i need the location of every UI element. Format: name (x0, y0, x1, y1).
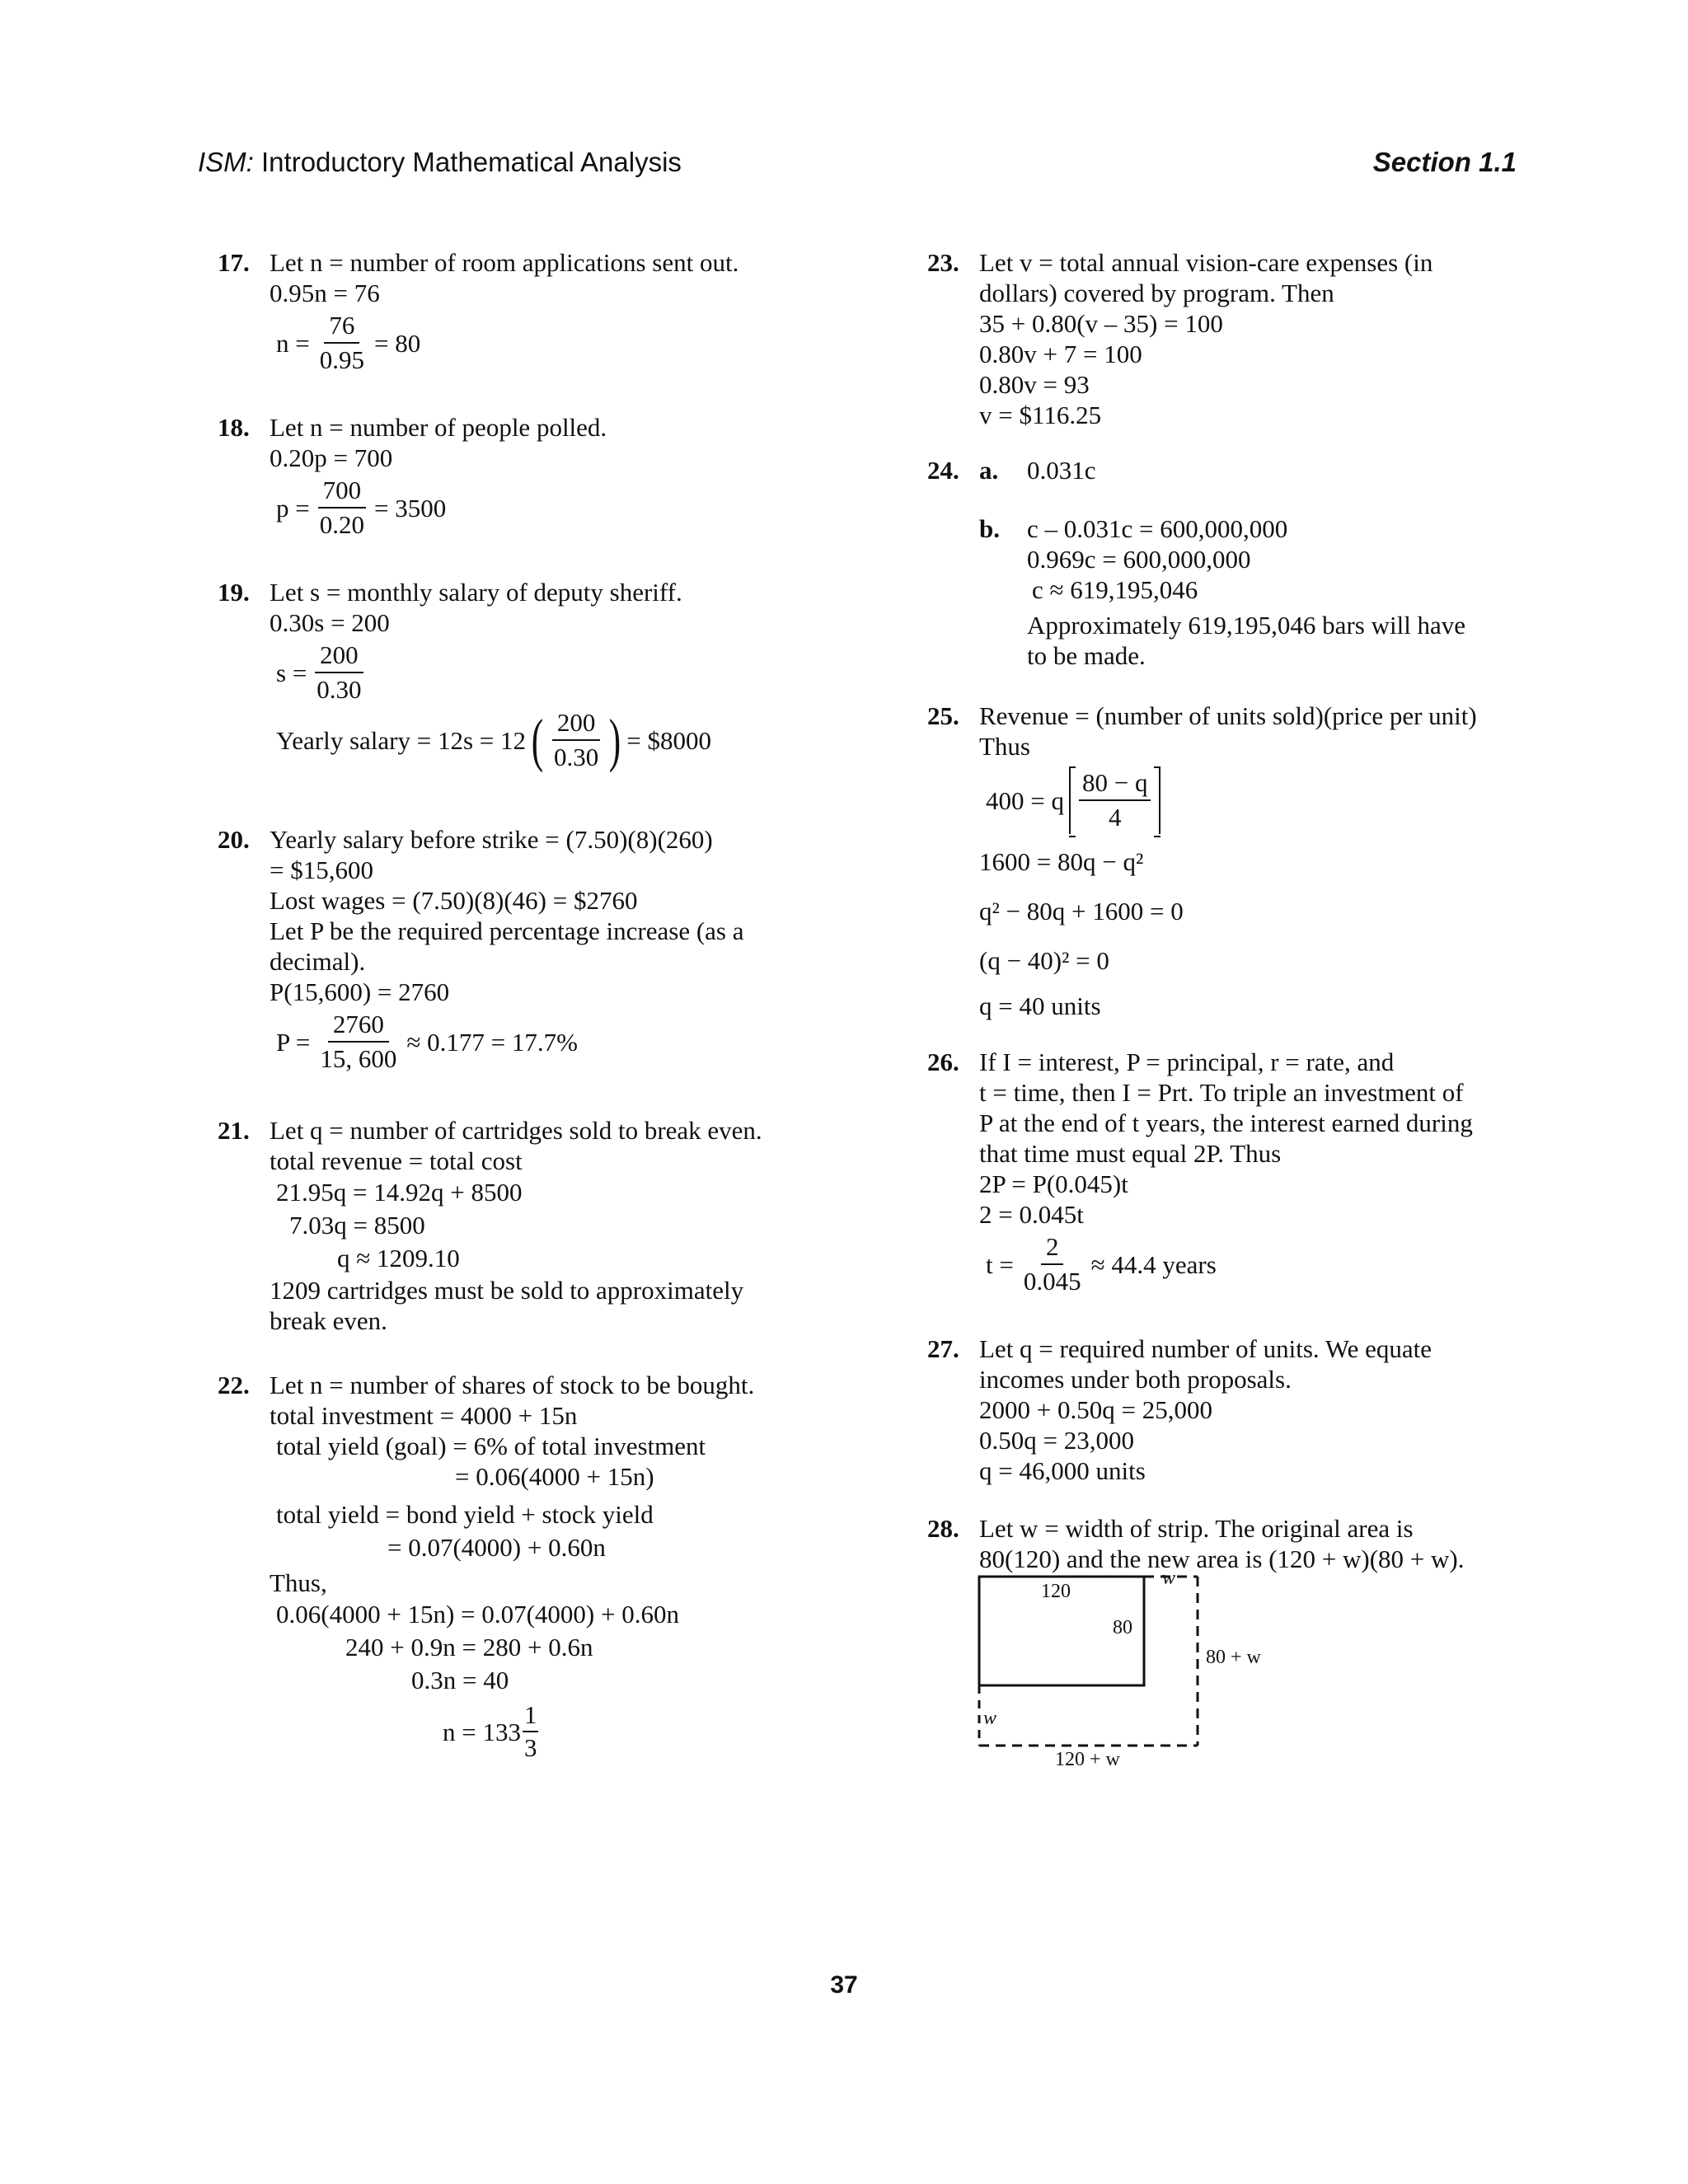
text-line: 0.80v = 93 (979, 370, 1090, 399)
equation (270, 640, 844, 705)
numerator: 2 (1041, 1232, 1064, 1265)
problem-number: 28. (927, 1514, 959, 1543)
fraction (1019, 1232, 1086, 1296)
label-left-w: w (983, 1708, 997, 1729)
text-line: Let s = monthly salary of deputy sheriff. (270, 578, 682, 607)
bracketed-fraction (1069, 766, 1160, 834)
numerator: 200 (315, 640, 363, 673)
problem-number: 21. (218, 1116, 250, 1145)
text-line: break even. (270, 1306, 387, 1335)
eq-lhs: p = (276, 493, 310, 523)
numerator: 200 (552, 708, 601, 741)
problem-number: 17. (218, 248, 250, 277)
equation (270, 1010, 844, 1074)
part-label: b. (979, 514, 1000, 543)
problem-number: 25. (927, 701, 959, 730)
problem-22 (218, 1370, 844, 1765)
text-line: Yearly salary before strike = (7.50)(8)(260) (270, 825, 713, 854)
numerator: 76 (324, 311, 359, 344)
problem-number: 19. (218, 578, 250, 607)
problem-number: 22. (218, 1371, 250, 1399)
text-line: 2P = P(0.045)t (979, 1169, 1128, 1198)
mixed-number (443, 1700, 543, 1763)
equation-line: 1600 = 80q − q² (979, 847, 1144, 876)
problem-17 (218, 247, 844, 377)
running-header-book (198, 147, 682, 178)
equation (270, 1700, 844, 1763)
text-line: Let n = number of room applications sent out. (270, 248, 739, 277)
equation-line: 7.03q = 8500 (289, 1211, 425, 1240)
text-line: 2000 + 0.50q = 25,000 (979, 1395, 1212, 1424)
eq-lhs: Yearly salary = 12s = 12 (276, 725, 527, 755)
text-line: 0.969c = 600,000,000 (1027, 545, 1251, 574)
yearly-salary-equation (270, 708, 844, 772)
text-line: Approximately 619,195,046 bars will have (1027, 611, 1466, 640)
text-line: 2 = 0.045t (979, 1200, 1084, 1229)
text: 0.031c (1027, 456, 1096, 485)
equation-line: q ≈ 1209.10 (337, 1244, 460, 1272)
equation-line: = 0.06(4000 + 15n) (455, 1462, 654, 1491)
text-line: Let q = number of cartridges sold to break even. (270, 1116, 762, 1145)
problem-18 (218, 412, 844, 542)
text-line: Let w = width of strip. The original area is (979, 1514, 1414, 1543)
denominator: 0.95 (319, 345, 364, 374)
equation-line: 240 + 0.9n = 280 + 0.6n (345, 1633, 593, 1661)
text-line: c ≈ 619,195,046 (1032, 575, 1198, 604)
text-line: P(15,600) = 2760 (270, 977, 450, 1006)
problem-20 (218, 824, 844, 1076)
part-b (979, 513, 1554, 544)
header-prefix: ISM: (198, 147, 254, 177)
text-line: dollars) covered by program. Then (979, 279, 1334, 307)
text-line: Let n = number of shares of stock to be bought. (270, 1371, 755, 1399)
equation (979, 766, 1554, 834)
equation-line: total yield = bond yield + stock yield (276, 1500, 654, 1529)
text-line: Let v = total annual vision-care expenses (in (979, 248, 1433, 277)
text-line: total revenue = total cost (270, 1146, 523, 1175)
problem-number: 26. (927, 1047, 959, 1076)
text-line: = $15,600 (270, 855, 373, 884)
text-line: If I = interest, P = principal, r = rate, and (979, 1047, 1395, 1076)
problem-number: 18. (218, 413, 250, 442)
fraction (312, 640, 366, 705)
problem-21 (218, 1115, 844, 1336)
eq-rhs: ≈ 44.4 years (1090, 1249, 1217, 1279)
denominator: 0.30 (316, 675, 362, 704)
text-line: Let n = number of people polled. (270, 413, 607, 442)
text-line: Thus, (270, 1568, 327, 1597)
equation-line: (q − 40)² = 0 (979, 946, 1109, 975)
eq-rhs: ≈ 0.177 = 17.7% (406, 1027, 578, 1057)
label-120-plus-w: 120 + w (1055, 1749, 1120, 1770)
part-label: a. (979, 456, 999, 485)
problem-25 (927, 701, 1554, 1027)
text-line: 0.80v + 7 = 100 (979, 340, 1142, 368)
right-paren: ) (609, 707, 621, 773)
equation (270, 476, 844, 540)
equation-line: 21.95q = 14.92q + 8500 (276, 1178, 523, 1207)
strip-diagram (977, 1568, 1323, 1772)
eq-rhs: = $8000 (626, 725, 711, 755)
text-line: t = time, then I = Prt. To triple an investment of (979, 1078, 1464, 1107)
denominator: 4 (1108, 803, 1122, 832)
numerator: 1 (523, 1700, 539, 1732)
text-line: Thus (979, 732, 1030, 761)
fraction (315, 1010, 401, 1074)
text-line: 0.30s = 200 (270, 608, 390, 637)
equation (270, 311, 844, 375)
problem-23 (927, 247, 1554, 430)
diagram-graphic (977, 1574, 1323, 1772)
text-line: 80(120) and the new area is (120 + w)(80 + w). (979, 1544, 1465, 1573)
problem-27 (927, 1333, 1554, 1486)
text-line: to be made. (1027, 641, 1146, 670)
problem-number: 24. (927, 456, 959, 485)
equation (979, 1232, 1554, 1296)
equation-line: = 0.07(4000) + 0.60n (387, 1533, 606, 1562)
equation-line: q = 40 units (979, 991, 1101, 1020)
left-paren: ( (531, 707, 544, 773)
text-line: Let P be the required percentage increase (as a (270, 916, 744, 945)
running-header-section: Section 1.1 (1372, 147, 1517, 177)
denominator: 0.30 (554, 743, 599, 771)
text-line: 0.95n = 76 (270, 279, 380, 307)
text-line: 0.20p = 700 (270, 443, 393, 472)
text-line: that time must equal 2P. Thus (979, 1139, 1282, 1168)
eq-lhs: t = (986, 1249, 1014, 1279)
equation-line: q² − 80q + 1600 = 0 (979, 897, 1184, 926)
problem-19 (218, 577, 844, 775)
header-title: Introductory Mathematical Analysis (253, 147, 682, 177)
denominator: 3 (523, 1733, 537, 1762)
fraction (523, 1700, 539, 1763)
equation-line: 0.06(4000 + 15n) = 0.07(4000) + 0.60n (276, 1600, 679, 1629)
label-120: 120 (1041, 1581, 1071, 1602)
equation-line: 0.3n = 40 (411, 1666, 509, 1694)
numerator: 2760 (328, 1010, 389, 1043)
problem-number: 20. (218, 825, 250, 854)
text-line: total investment = 4000 + 15n (270, 1401, 578, 1430)
numerator: 700 (318, 476, 367, 509)
denominator: 15, 600 (320, 1044, 397, 1073)
fraction (315, 311, 369, 375)
text-line: Lost wages = (7.50)(8)(46) = $2760 (270, 886, 638, 915)
eq-lhs: 400 = q (986, 785, 1064, 815)
text-line: decimal). (270, 947, 366, 976)
page-number: 37 (830, 1971, 858, 1999)
text-line: Let q = required number of units. We equate (979, 1334, 1432, 1363)
eq-lhs: n = 133 (443, 1717, 521, 1746)
eq-rhs: = 3500 (373, 493, 447, 523)
text-line: incomes under both proposals. (979, 1365, 1292, 1394)
part-a (979, 455, 1554, 485)
eq-lhs: n = (276, 328, 310, 358)
problem-number: 23. (927, 248, 959, 277)
problem-24 (927, 455, 1554, 671)
numerator: 80 − q (1079, 768, 1151, 801)
eq-lhs: P = (276, 1027, 311, 1057)
text-line: 0.50q = 23,000 (979, 1426, 1134, 1455)
text-line: Revenue = (number of units sold)(price per unit) (979, 701, 1477, 730)
text-line: 1209 cartridges must be sold to approximately (270, 1276, 744, 1305)
denominator: 0.045 (1023, 1267, 1081, 1296)
eq-lhs: s = (276, 658, 307, 687)
text-line: P at the end of t years, the interest earned during (979, 1108, 1473, 1137)
label-80-plus-w: 80 + w (1206, 1647, 1261, 1668)
eq-rhs: = 80 (373, 328, 421, 358)
label-80: 80 (1113, 1617, 1132, 1638)
problem-26 (927, 1047, 1554, 1299)
denominator: 0.20 (319, 510, 364, 539)
label-corner-w: w (1162, 1568, 1176, 1589)
equation-line: total yield (goal) = 6% of total investment (276, 1432, 706, 1460)
fraction (315, 476, 369, 540)
text: c – 0.031c = 600,000,000 (1027, 514, 1288, 543)
text-line: v = $116.25 (979, 401, 1102, 429)
problem-28 (927, 1513, 1554, 1574)
fraction (549, 708, 603, 772)
text-line: 35 + 0.80(v – 35) = 100 (979, 309, 1223, 338)
text-line: q = 46,000 units (979, 1456, 1146, 1485)
problem-number: 27. (927, 1334, 959, 1363)
